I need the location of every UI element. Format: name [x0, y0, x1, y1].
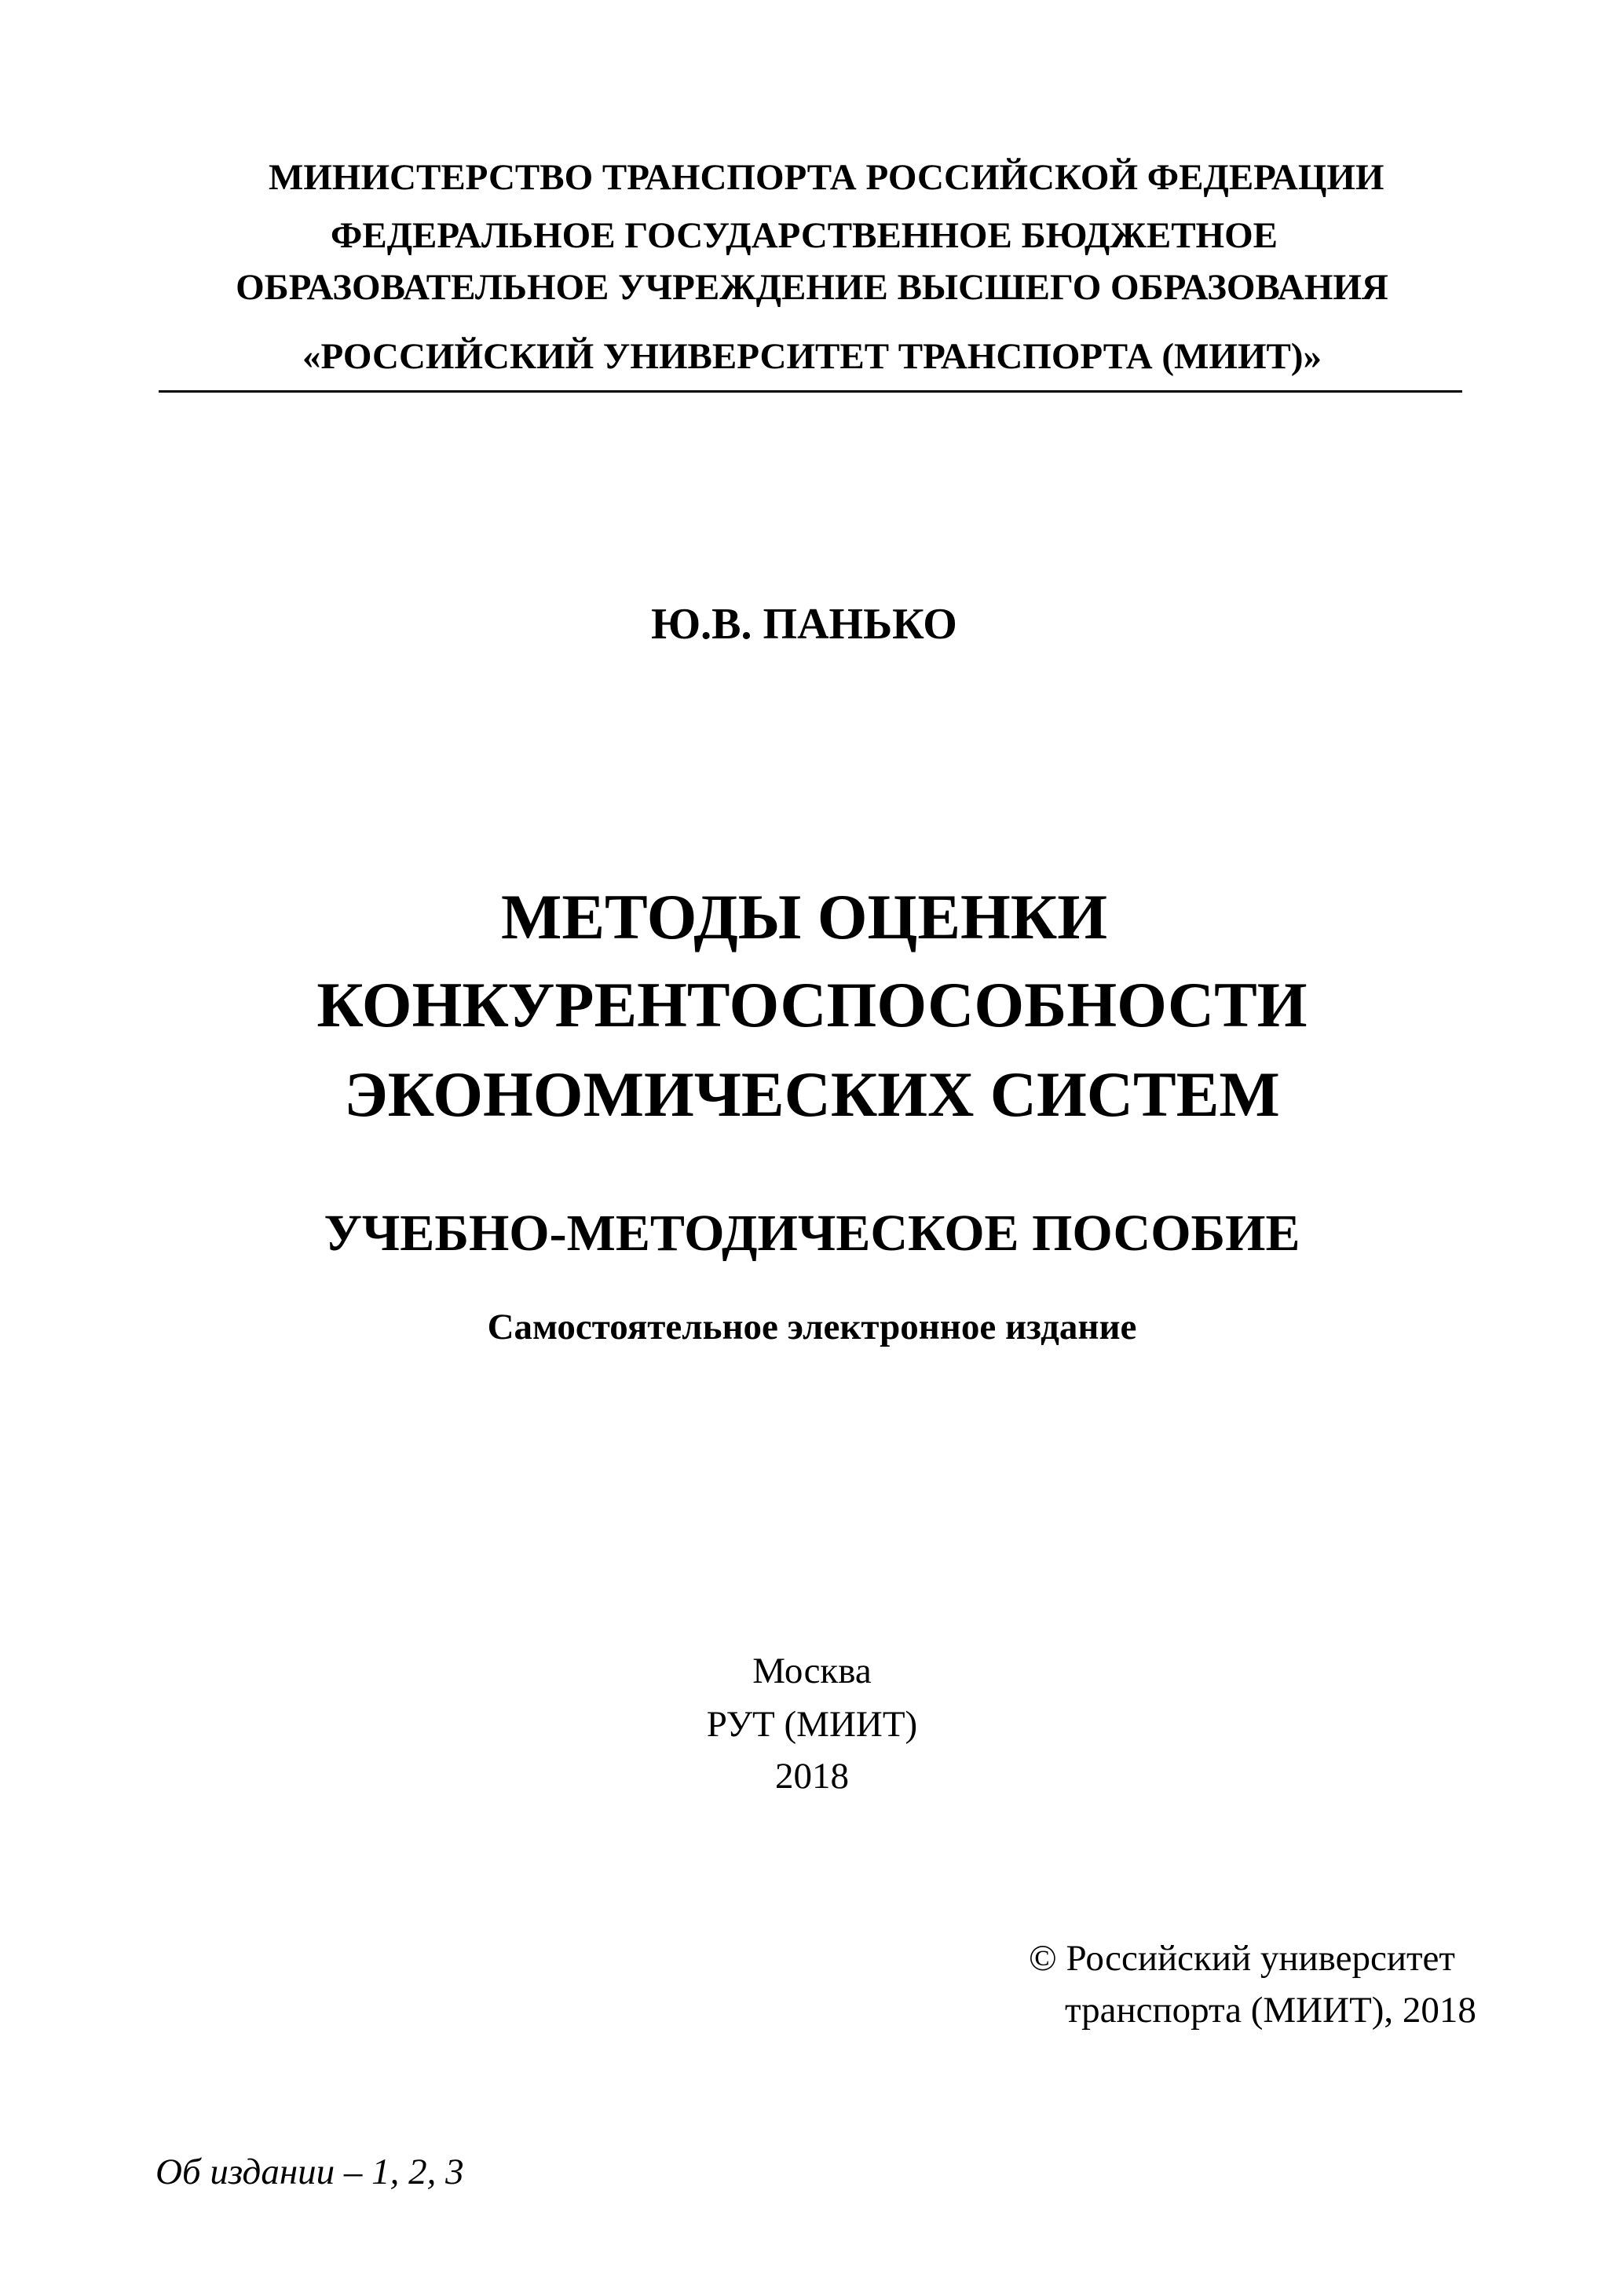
imprint-city: Москва [752, 1651, 872, 1691]
about-edition-note: Об издании – 1, 2, 3 [155, 2152, 464, 2192]
imprint-publisher: РУТ (МИИТ) [706, 1704, 918, 1745]
document-subtitle: УЧЕБНО-МЕТОДИЧЕСКОЕ ПОСОБИЕ [324, 1205, 1300, 1262]
header-divider [159, 390, 1462, 393]
copyright-line-2: транспорта (МИИТ), 2018 [1065, 1990, 1476, 2031]
university-name-line: «РОССИЙСКИЙ УНИВЕРСИТЕТ ТРАНСПОРТА (МИИТ)» [302, 336, 1322, 377]
ministry-line: МИНИСТЕРСТВО ТРАНСПОРТА РОССИЙСКОЙ ФЕДЕРАЦИИ [269, 157, 1384, 198]
title-line-1: МЕТОДЫ ОЦЕНКИ [500, 881, 1108, 952]
edition-type: Самостоятельное электронное издание [487, 1307, 1137, 1347]
institution-category-line: ОБРАЗОВАТЕЛЬНОЕ УЧРЕЖДЕНИЕ ВЫСШЕГО ОБРАЗОВАНИЯ [236, 267, 1388, 308]
author-name: Ю.В. ПАНЬКО [651, 600, 957, 649]
title-line-3: ЭКОНОМИЧЕСКИХ СИСТЕМ [344, 1058, 1280, 1130]
imprint-year: 2018 [775, 1756, 849, 1797]
institution-type-line: ФЕДЕРАЛЬНОЕ ГОСУДАРСТВЕННОЕ БЮДЖЕТНОЕ [330, 215, 1278, 256]
copyright-line-1: © Российский университет [1029, 1938, 1455, 1979]
title-line-2: КОНКУРЕНТОСПОСОБНОСТИ [316, 969, 1308, 1040]
